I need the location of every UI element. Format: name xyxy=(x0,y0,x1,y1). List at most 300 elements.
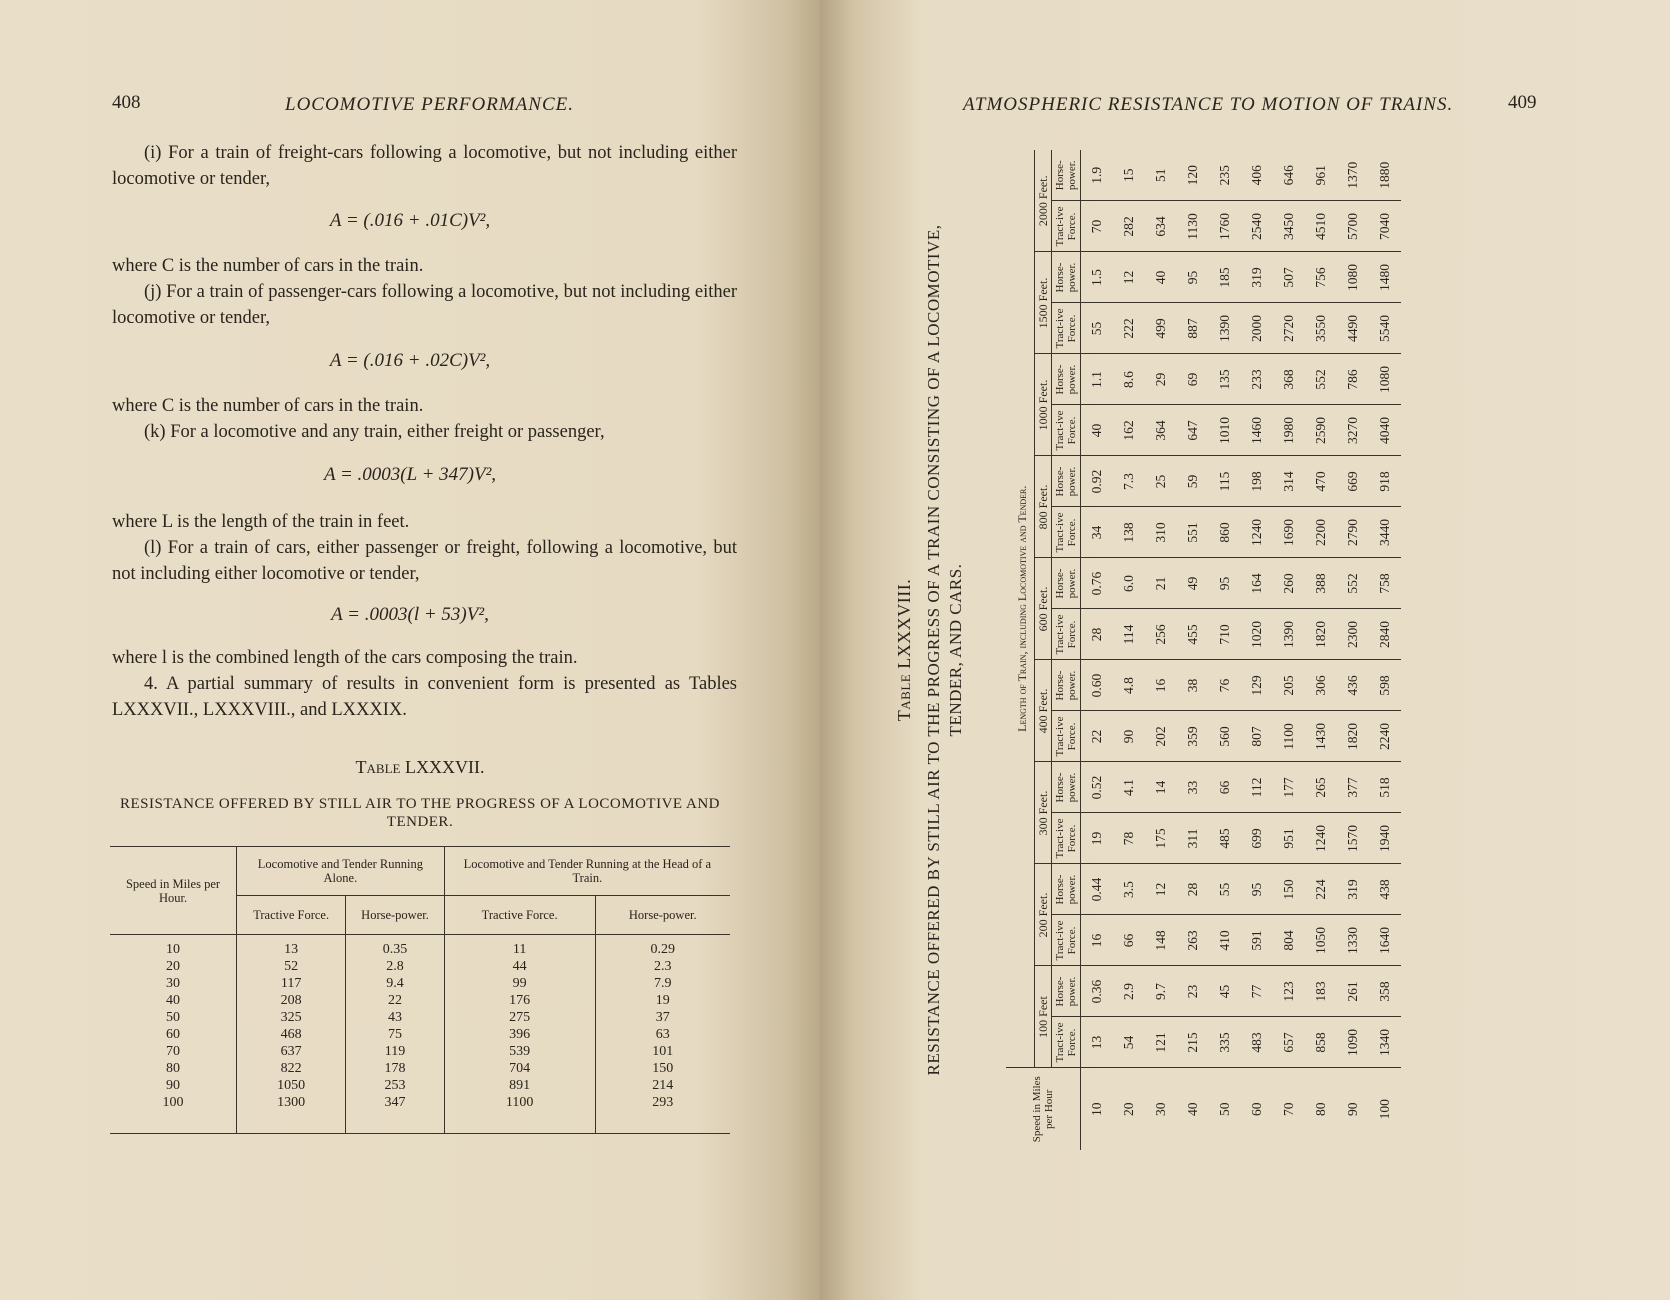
cell-horse-power: 115 xyxy=(1209,456,1241,507)
cell-tractive-force: 657 xyxy=(1281,1032,1296,1053)
cell-tractive-force: 1430 xyxy=(1305,711,1337,762)
cell-alone-tf: 325 xyxy=(237,1009,346,1026)
cell-tractive-force: 121 xyxy=(1153,1032,1168,1053)
cell-horse-power: 29 xyxy=(1145,354,1177,405)
header-train-hp: Horse-power. xyxy=(628,908,697,922)
cell-horse-power: 16 xyxy=(1145,660,1177,711)
cell-speed: 40 xyxy=(110,992,237,1009)
cell-alone-hp: 119 xyxy=(346,1043,444,1060)
cell-tractive-force: 222 xyxy=(1113,303,1145,354)
cell-tractive-force: 1090 xyxy=(1345,1029,1360,1056)
formula-i: A = (.016 + .01C)V², xyxy=(329,210,491,231)
header-length: 1000 Feet. xyxy=(1035,354,1052,456)
cell-tractive-force: 263 xyxy=(1177,915,1209,966)
cell-horse-power: 1880 xyxy=(1369,150,1401,201)
cell-horse-power: 95 xyxy=(1241,864,1273,915)
cell-horse-power: 265 xyxy=(1305,762,1337,813)
header-tractive-force: Tract-ive Force. xyxy=(1052,813,1081,864)
paragraph-k: (k) For a locomotive and any train, either freight or passenger, xyxy=(144,422,605,442)
cell-alone-hp: 75 xyxy=(346,1026,444,1043)
cell-train-hp: 150 xyxy=(652,1061,674,1076)
cell-alone-tf: 1300 xyxy=(237,1094,346,1111)
cell-tractive-force: 2840 xyxy=(1369,609,1401,660)
cell-horse-power: 1.5 xyxy=(1081,252,1114,303)
cell-horse-power: 646 xyxy=(1273,150,1305,201)
cell-train-hp: 19 xyxy=(655,993,670,1008)
cell-tractive-force: 1020 xyxy=(1241,609,1273,660)
cell-tractive-force: 1940 xyxy=(1369,813,1401,864)
table-row xyxy=(1305,150,1337,1150)
cell-horse-power: 112 xyxy=(1241,762,1273,813)
cell-horse-power: 7.3 xyxy=(1113,456,1145,507)
cell-horse-power: 0.76 xyxy=(1081,558,1114,609)
table-row xyxy=(1369,150,1401,1150)
table-87-subtitle: RESISTANCE OFFERED BY STILL AIR TO THE PROGRESS OF A LOCOMOTIVE AND TENDER. xyxy=(119,796,720,830)
cell-horse-power: 55 xyxy=(1209,864,1241,915)
cell-horse-power: 51 xyxy=(1145,150,1177,201)
cell-tractive-force: 5700 xyxy=(1337,201,1369,252)
paragraph-4: 4. A partial summary of results in convenient form is presented as Tables LXXXVII., LXXXVIII., and LXXXIX. xyxy=(112,674,737,720)
cell-horse-power: 1.9 xyxy=(1081,150,1114,201)
header-length: 100 Feet xyxy=(1036,996,1050,1038)
cell-horse-power: 552 xyxy=(1305,354,1337,405)
paragraph-i: (i) For a train of freight-cars following a locomotive, but not including either locomotive or tender, xyxy=(112,143,737,189)
table-row xyxy=(1209,150,1241,1150)
cell-horse-power: 15 xyxy=(1113,150,1145,201)
cell-tractive-force: 70 xyxy=(1081,201,1114,252)
cell-tractive-force: 7040 xyxy=(1369,201,1401,252)
cell-train-tf: 704 xyxy=(444,1060,595,1077)
cell-horse-power: 1480 xyxy=(1369,252,1401,303)
cell-tractive-force: 359 xyxy=(1177,711,1209,762)
cell-tractive-force: 1390 xyxy=(1209,303,1241,354)
cell-horse-power: 129 xyxy=(1241,660,1273,711)
header-length: 200 Feet. xyxy=(1035,864,1052,966)
table-row xyxy=(1177,150,1209,1150)
cell-tractive-force: 40 xyxy=(1081,405,1114,456)
cell-speed: 10 xyxy=(1081,1068,1114,1150)
header-alone: Locomotive and Tender Running Alone. xyxy=(237,847,445,896)
cell-horse-power: 25 xyxy=(1145,456,1177,507)
running-head-left: LOCOMOTIVE PERFORMANCE. xyxy=(285,94,574,115)
cell-horse-power: 33 xyxy=(1177,762,1209,813)
header-length: 1500 Feet. xyxy=(1035,252,1052,354)
table-row xyxy=(110,1026,730,1043)
cell-tractive-force: 78 xyxy=(1113,813,1145,864)
cell-horse-power: 123 xyxy=(1273,966,1305,1017)
cell-horse-power: 59 xyxy=(1177,456,1209,507)
table-row xyxy=(110,1043,730,1060)
header-alone-hp: Horse-power. xyxy=(346,896,444,935)
table-row xyxy=(1113,150,1145,1150)
cell-horse-power: 4.8 xyxy=(1113,660,1145,711)
cell-horse-power: 0.52 xyxy=(1081,762,1114,813)
formula-k: A = .0003(L + 347)V², xyxy=(323,464,497,485)
cell-tractive-force: 1100 xyxy=(1273,711,1305,762)
cell-tractive-force: 887 xyxy=(1177,303,1209,354)
cell-tractive-force: 1340 xyxy=(1377,1029,1392,1056)
cell-tractive-force: 55 xyxy=(1081,303,1114,354)
cell-tractive-force: 3550 xyxy=(1305,303,1337,354)
cell-tractive-force: 1570 xyxy=(1337,813,1369,864)
table-row xyxy=(1273,150,1305,1150)
running-head-right: ATMOSPHERIC RESISTANCE TO MOTION OF TRAINS. xyxy=(963,94,1454,115)
header-tractive-force: Tract-ive Force. xyxy=(1052,201,1081,252)
cell-horse-power: 518 xyxy=(1369,762,1401,813)
cell-train-tf: 1100 xyxy=(444,1094,595,1111)
cell-horse-power: 1080 xyxy=(1369,354,1401,405)
cell-tractive-force: 5540 xyxy=(1369,303,1401,354)
where-i: where C is the number of cars in the train. xyxy=(112,256,424,276)
cell-tractive-force: 13 xyxy=(1089,1035,1104,1050)
cell-horse-power: 49 xyxy=(1177,558,1209,609)
header-tractive-force: Tract-ive Force. xyxy=(1052,507,1081,558)
table-row xyxy=(110,992,730,1009)
cell-horse-power: 69 xyxy=(1177,354,1209,405)
where-l: where l is the combined length of the cars composing the train. xyxy=(112,648,578,668)
cell-horse-power: 40 xyxy=(1145,252,1177,303)
cell-tractive-force: 1460 xyxy=(1241,405,1273,456)
cell-horse-power: 12 xyxy=(1145,864,1177,915)
cell-horse-power: 961 xyxy=(1305,150,1337,201)
cell-speed: 80 xyxy=(1305,1068,1337,1150)
cell-horse-power: 669 xyxy=(1337,456,1369,507)
cell-horse-power: 9.7 xyxy=(1145,966,1177,1017)
paragraph-j: (j) For a train of passenger-cars following a locomotive, but not including either locomotive or tender, xyxy=(112,282,737,328)
cell-alone-tf: 208 xyxy=(237,992,346,1009)
cell-alone-tf: 13 xyxy=(237,935,346,959)
cell-train-hp: 101 xyxy=(652,1044,674,1059)
cell-speed: 50 xyxy=(1209,1068,1241,1150)
header-horse-power: Horse-power. xyxy=(1052,456,1081,507)
cell-horse-power: 150 xyxy=(1273,864,1305,915)
cell-horse-power: 28 xyxy=(1177,864,1209,915)
cell-tractive-force: 28 xyxy=(1081,609,1114,660)
cell-speed: 70 xyxy=(1273,1068,1305,1150)
cell-tractive-force: 410 xyxy=(1209,915,1241,966)
header-horse-power: Horse-power. xyxy=(1052,150,1081,201)
cell-tractive-force: 54 xyxy=(1121,1035,1136,1050)
header-tractive-force: Tract-ive Force. xyxy=(1052,405,1081,456)
cell-horse-power: 135 xyxy=(1209,354,1241,405)
cell-tractive-force: 483 xyxy=(1249,1032,1264,1053)
cell-horse-power: 1080 xyxy=(1337,252,1369,303)
cell-speed: 50 xyxy=(110,1009,237,1026)
cell-horse-power: 552 xyxy=(1337,558,1369,609)
cell-train-tf: 11 xyxy=(444,935,595,959)
cell-tractive-force: 1240 xyxy=(1241,507,1273,558)
cell-tractive-force: 2000 xyxy=(1241,303,1273,354)
cell-tractive-force: 114 xyxy=(1113,609,1145,660)
header-horse-power: Horse-power. xyxy=(1052,660,1081,711)
cell-horse-power: 183 xyxy=(1305,966,1337,1017)
cell-horse-power: 0.44 xyxy=(1081,864,1114,915)
header-length: 300 Feet. xyxy=(1035,762,1052,864)
table-88-rotated xyxy=(886,150,1526,1150)
cell-horse-power: 918 xyxy=(1369,456,1401,507)
cell-tractive-force: 951 xyxy=(1273,813,1305,864)
cell-speed: 60 xyxy=(110,1026,237,1043)
cell-speed: 10 xyxy=(110,935,237,959)
cell-tractive-force: 364 xyxy=(1145,405,1177,456)
cell-horse-power: 507 xyxy=(1273,252,1305,303)
cell-tractive-force: 804 xyxy=(1273,915,1305,966)
cell-horse-power: 756 xyxy=(1305,252,1337,303)
cell-horse-power: 1.1 xyxy=(1081,354,1114,405)
cell-tractive-force: 860 xyxy=(1209,507,1241,558)
formula-l: A = .0003(l + 53)V², xyxy=(331,604,489,625)
cell-tractive-force: 335 xyxy=(1217,1032,1232,1053)
header-speed-88: Speed in Miles per Hour xyxy=(1006,1068,1081,1150)
cell-tractive-force: 215 xyxy=(1185,1032,1200,1053)
cell-alone-tf: 117 xyxy=(237,975,346,992)
cell-speed: 60 xyxy=(1241,1068,1273,1150)
table-row xyxy=(1145,150,1177,1150)
header-speed: Speed in Miles per Hour. xyxy=(110,847,237,935)
cell-tractive-force: 1390 xyxy=(1273,609,1305,660)
left-page xyxy=(0,0,820,1300)
cell-tractive-force: 16 xyxy=(1081,915,1114,966)
header-length: 600 Feet. xyxy=(1035,558,1052,660)
cell-speed: 70 xyxy=(110,1043,237,1060)
cell-horse-power: 76 xyxy=(1209,660,1241,711)
header-tractive-force: Tract-ive Force. xyxy=(1052,711,1081,762)
cell-horse-power: 205 xyxy=(1273,660,1305,711)
cell-horse-power: 224 xyxy=(1305,864,1337,915)
cell-tractive-force: 1050 xyxy=(1305,915,1337,966)
cell-horse-power: 786 xyxy=(1337,354,1369,405)
cell-alone-tf: 637 xyxy=(237,1043,346,1060)
cell-horse-power: 436 xyxy=(1337,660,1369,711)
cell-tractive-force: 202 xyxy=(1145,711,1177,762)
header-length: 800 Feet. xyxy=(1035,456,1052,558)
cell-horse-power: 319 xyxy=(1241,252,1273,303)
cell-horse-power: 319 xyxy=(1337,864,1369,915)
cell-horse-power: 95 xyxy=(1177,252,1209,303)
cell-speed: 90 xyxy=(1337,1068,1369,1150)
cell-horse-power: 306 xyxy=(1305,660,1337,711)
cell-alone-tf: 1050 xyxy=(237,1077,346,1094)
cell-train-hp: 63 xyxy=(655,1027,670,1042)
header-length: 2000 Feet. xyxy=(1035,150,1052,252)
table-bottom-rule xyxy=(110,1111,730,1134)
cell-tractive-force: 22 xyxy=(1081,711,1114,762)
table-row xyxy=(110,935,730,959)
cell-alone-tf: 52 xyxy=(237,958,346,975)
cell-train-hp: 2.3 xyxy=(654,959,672,974)
table-88-title: Table LXXXVIII. xyxy=(894,578,914,722)
cell-train-tf: 539 xyxy=(444,1043,595,1060)
cell-tractive-force: 1130 xyxy=(1177,201,1209,252)
cell-horse-power: 12 xyxy=(1113,252,1145,303)
cell-horse-power: 185 xyxy=(1209,252,1241,303)
cell-alone-hp: 22 xyxy=(346,992,444,1009)
cell-alone-hp: 178 xyxy=(346,1060,444,1077)
cell-alone-hp: 347 xyxy=(346,1094,444,1111)
table-88 xyxy=(1006,150,1401,1150)
page-number-right: 409 xyxy=(1508,92,1537,113)
cell-horse-power: 1370 xyxy=(1337,150,1369,201)
cell-horse-power: 438 xyxy=(1369,864,1401,915)
cell-train-hp: 293 xyxy=(652,1095,674,1110)
cell-horse-power: 235 xyxy=(1209,150,1241,201)
cell-train-tf: 44 xyxy=(444,958,595,975)
cell-tractive-force: 3440 xyxy=(1369,507,1401,558)
cell-horse-power: 406 xyxy=(1241,150,1273,201)
cell-tractive-force: 2240 xyxy=(1369,711,1401,762)
cell-speed: 30 xyxy=(110,975,237,992)
cell-horse-power: 0.60 xyxy=(1081,660,1114,711)
cell-tractive-force: 162 xyxy=(1113,405,1145,456)
cell-horse-power: 21 xyxy=(1145,558,1177,609)
cell-tractive-force: 807 xyxy=(1241,711,1273,762)
cell-tractive-force: 282 xyxy=(1113,201,1145,252)
cell-alone-hp: 9.4 xyxy=(346,975,444,992)
where-j: where C is the number of cars in the train. xyxy=(112,396,424,416)
cell-train-hp: 7.9 xyxy=(654,976,672,991)
cell-tractive-force: 1820 xyxy=(1337,711,1369,762)
cell-horse-power: 95 xyxy=(1209,558,1241,609)
cell-alone-hp: 253 xyxy=(346,1077,444,1094)
cell-tractive-force: 19 xyxy=(1081,813,1114,864)
header-tractive-force: Tract-ive Force. xyxy=(1052,303,1081,354)
cell-alone-hp: 0.35 xyxy=(346,935,444,959)
header-tractive-force: Tract-ive Force. xyxy=(1054,1022,1078,1063)
cell-horse-power: 3.5 xyxy=(1113,864,1145,915)
cell-horse-power: 45 xyxy=(1209,966,1241,1017)
paragraph-l: (l) For a train of cars, either passenger or freight, following a locomotive, but not including either locomotive or tender, xyxy=(112,538,737,584)
header-horse-power: Horse-power. xyxy=(1052,966,1081,1017)
cell-train-tf: 275 xyxy=(444,1009,595,1026)
cell-tractive-force: 1640 xyxy=(1369,915,1401,966)
cell-horse-power: 38 xyxy=(1177,660,1209,711)
cell-train-tf: 891 xyxy=(444,1077,595,1094)
cell-horse-power: 233 xyxy=(1241,354,1273,405)
cell-horse-power: 598 xyxy=(1369,660,1401,711)
cell-tractive-force: 2540 xyxy=(1241,201,1273,252)
cell-horse-power: 2.9 xyxy=(1113,966,1145,1017)
cell-tractive-force: 1820 xyxy=(1305,609,1337,660)
cell-horse-power: 198 xyxy=(1241,456,1273,507)
cell-alone-hp: 43 xyxy=(346,1009,444,1026)
cell-tractive-force: 4510 xyxy=(1305,201,1337,252)
cell-speed: 40 xyxy=(1177,1068,1209,1150)
cell-tractive-force: 1690 xyxy=(1273,507,1305,558)
cell-horse-power: 23 xyxy=(1177,966,1209,1017)
cell-train-hp: 0.29 xyxy=(650,942,676,957)
cell-tractive-force: 4490 xyxy=(1337,303,1369,354)
cell-speed: 20 xyxy=(1113,1068,1145,1150)
cell-tractive-force: 34 xyxy=(1081,507,1114,558)
cell-tractive-force: 858 xyxy=(1313,1032,1328,1053)
cell-tractive-force: 2300 xyxy=(1337,609,1369,660)
header-train-tf: Tractive Force. xyxy=(444,896,595,935)
header-horse-power: Horse-power. xyxy=(1052,762,1081,813)
table-88-subtitle-1: RESISTANCE OFFERED BY STILL AIR TO THE PROGRESS OF A TRAIN CONSISTING OF A LOCOMOTIVE, xyxy=(924,224,943,1076)
where-k: where L is the length of the train in feet. xyxy=(112,512,410,532)
cell-tractive-force: 1760 xyxy=(1209,201,1241,252)
cell-speed: 30 xyxy=(1145,1068,1177,1150)
cell-speed: 100 xyxy=(110,1094,237,1111)
cell-tractive-force: 4040 xyxy=(1369,405,1401,456)
table-row xyxy=(110,1077,730,1094)
cell-tractive-force: 699 xyxy=(1241,813,1273,864)
header-tractive-force: Tract-ive Force. xyxy=(1052,609,1081,660)
cell-horse-power: 77 xyxy=(1241,966,1273,1017)
cell-tractive-force: 3270 xyxy=(1337,405,1369,456)
table-row xyxy=(110,1060,730,1077)
header-group-length: Length of Train, including Locomotive and Tender. xyxy=(1015,485,1029,732)
header-horse-power: Horse-power. xyxy=(1052,558,1081,609)
cell-tractive-force: 2790 xyxy=(1337,507,1369,558)
table-row xyxy=(110,958,730,975)
cell-horse-power: 66 xyxy=(1209,762,1241,813)
cell-horse-power: 8.6 xyxy=(1113,354,1145,405)
cell-horse-power: 368 xyxy=(1273,354,1305,405)
cell-horse-power: 6.0 xyxy=(1113,558,1145,609)
formula-j: A = (.016 + .02C)V², xyxy=(329,350,491,371)
cell-tractive-force: 2590 xyxy=(1305,405,1337,456)
cell-horse-power: 177 xyxy=(1273,762,1305,813)
cell-alone-tf: 468 xyxy=(237,1026,346,1043)
cell-tractive-force: 485 xyxy=(1209,813,1241,864)
cell-tractive-force: 1980 xyxy=(1273,405,1305,456)
cell-train-tf: 176 xyxy=(444,992,595,1009)
cell-speed: 20 xyxy=(110,958,237,975)
cell-horse-power: 261 xyxy=(1337,966,1369,1017)
table-row xyxy=(1241,150,1273,1150)
cell-train-tf: 396 xyxy=(444,1026,595,1043)
cell-horse-power: 377 xyxy=(1337,762,1369,813)
cell-alone-tf: 822 xyxy=(237,1060,346,1077)
table-87 xyxy=(110,846,730,1134)
cell-tractive-force: 647 xyxy=(1177,405,1209,456)
cell-horse-power: 260 xyxy=(1273,558,1305,609)
cell-tractive-force: 499 xyxy=(1145,303,1177,354)
cell-tractive-force: 2200 xyxy=(1305,507,1337,558)
cell-tractive-force: 1330 xyxy=(1337,915,1369,966)
cell-horse-power: 358 xyxy=(1369,966,1401,1017)
cell-tractive-force: 1240 xyxy=(1305,813,1337,864)
header-length: 400 Feet. xyxy=(1035,660,1052,762)
cell-train-hp: 214 xyxy=(652,1078,674,1093)
table-row xyxy=(1081,150,1114,1150)
cell-horse-power: 164 xyxy=(1241,558,1273,609)
header-horse-power: Horse-power. xyxy=(1052,354,1081,405)
header-tractive-force: Tract-ive Force. xyxy=(1052,915,1081,966)
cell-tractive-force: 634 xyxy=(1145,201,1177,252)
table-87-title: Table LXXXVII. xyxy=(355,757,485,777)
cell-tractive-force: 455 xyxy=(1177,609,1209,660)
cell-train-hp: 37 xyxy=(655,1010,670,1025)
cell-horse-power: 470 xyxy=(1305,456,1337,507)
cell-horse-power: 0.92 xyxy=(1081,456,1114,507)
page-number-left: 408 xyxy=(112,92,141,113)
cell-tractive-force: 66 xyxy=(1113,915,1145,966)
table-row xyxy=(110,1094,730,1111)
cell-tractive-force: 310 xyxy=(1145,507,1177,558)
table-88-subtitle-2: TENDER, AND CARS. xyxy=(946,563,965,737)
cell-horse-power: 14 xyxy=(1145,762,1177,813)
cell-tractive-force: 591 xyxy=(1241,915,1273,966)
cell-speed: 80 xyxy=(110,1060,237,1077)
table-row xyxy=(110,1009,730,1026)
cell-tractive-force: 1010 xyxy=(1209,405,1241,456)
cell-tractive-force: 551 xyxy=(1177,507,1209,558)
header-alone-tf: Tractive Force. xyxy=(237,896,346,935)
cell-horse-power: 388 xyxy=(1305,558,1337,609)
cell-tractive-force: 710 xyxy=(1209,609,1241,660)
